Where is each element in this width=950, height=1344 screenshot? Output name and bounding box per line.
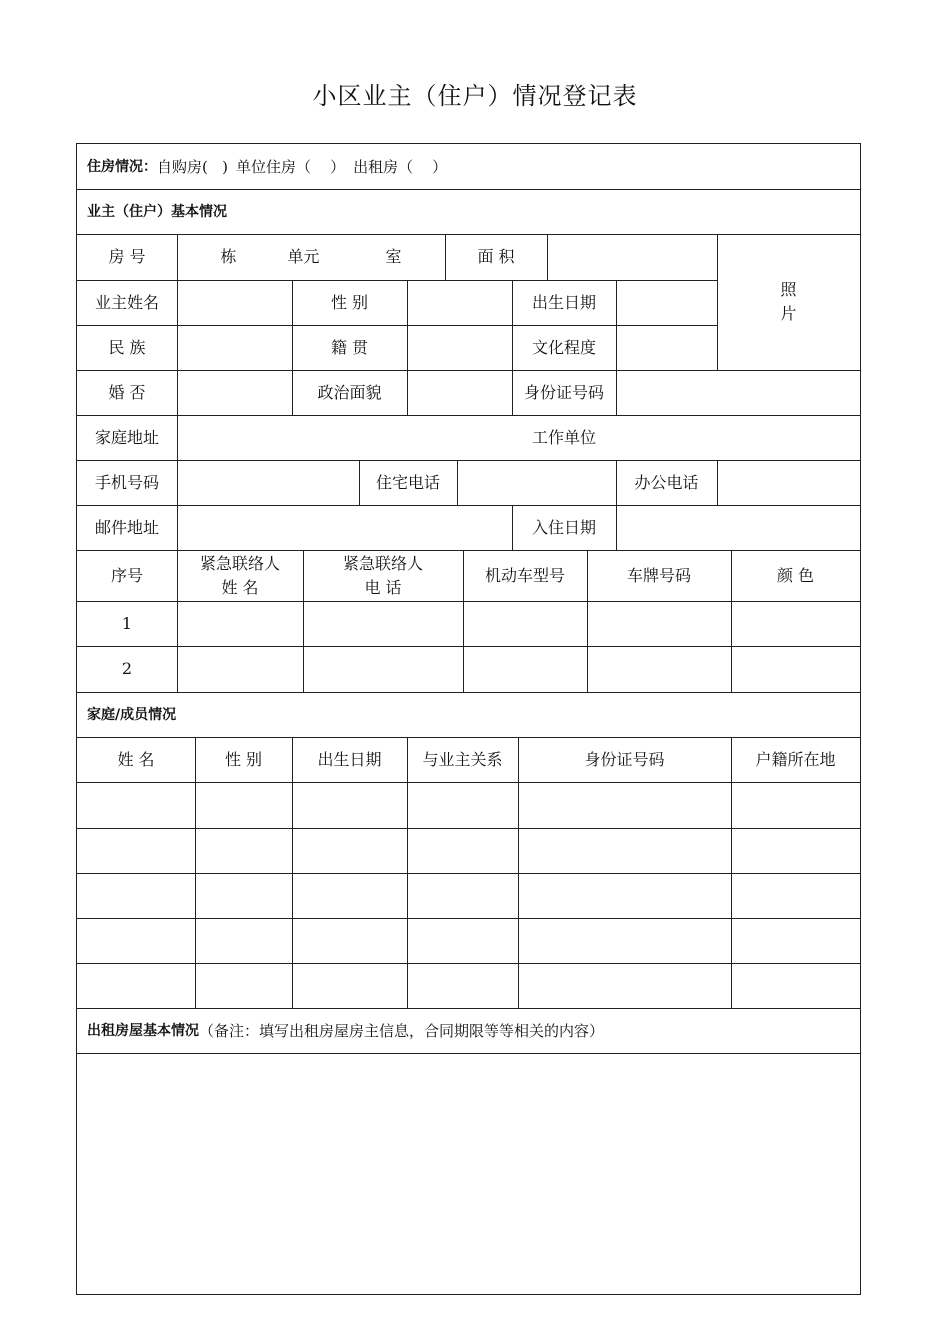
education-label: 文化程度: [531, 337, 596, 357]
rental-label: 出租房屋基本情况: [87, 1022, 199, 1039]
id-number-label: 身份证号码: [523, 382, 604, 402]
housing-label: 住房情况：: [87, 158, 157, 175]
mail-address-label: 邮件地址: [94, 517, 159, 537]
emergency-header-no: 序号: [110, 565, 143, 585]
mobile-field[interactable]: [177, 460, 359, 505]
emergency-header-contact-phone: 紧急联络人 电 话: [342, 553, 423, 597]
gender-field[interactable]: [407, 280, 512, 325]
emergency-row-number: 2: [121, 659, 133, 678]
row-divider: [77, 646, 860, 647]
emergency-header-plate: 车牌号码: [626, 565, 691, 585]
birth-label: 出生日期: [531, 292, 596, 312]
emergency-row-number: 1: [121, 613, 133, 633]
rental-section-title: [87, 1008, 604, 1053]
work-unit-field[interactable]: [616, 415, 860, 460]
home-phone-label: 住宅电话: [375, 472, 440, 492]
room-no-field[interactable]: 栋 单元 室: [220, 247, 402, 266]
political-status-label: 政治面貌: [317, 382, 382, 402]
family-section-title: 家庭/成员情况: [87, 706, 177, 723]
home-address-field[interactable]: [177, 415, 512, 460]
mobile-label: 手机号码: [94, 472, 159, 492]
move-in-date-field[interactable]: [616, 505, 860, 550]
office-phone-field[interactable]: [717, 460, 860, 505]
housing-option-rental[interactable]: 出租房（ ）: [353, 157, 448, 176]
housing-row: [87, 144, 447, 189]
marital-field[interactable]: [177, 370, 292, 415]
row-divider: [77, 692, 860, 693]
row-divider: [77, 601, 860, 602]
move-in-date-label: 入住日期: [531, 517, 596, 537]
birth-field[interactable]: [616, 280, 717, 325]
owner-name-field[interactable]: [177, 280, 292, 325]
emergency-header-color: 颜 色: [776, 565, 815, 585]
emergency-header-vehicle-model: 机动车型号: [484, 565, 565, 585]
family-header-id: 身份证号码: [584, 749, 665, 769]
marital-label: 婚 否: [108, 382, 146, 402]
registration-form: [76, 143, 861, 1295]
ethnic-label: 民 族: [108, 337, 146, 357]
area-label: 面 积: [477, 247, 515, 266]
photo-box[interactable]: 照 片: [780, 280, 797, 323]
family-header-relation: 与业主关系: [422, 749, 503, 769]
home-address-label: 家庭地址: [94, 427, 159, 447]
native-place-label: 籍 贯: [330, 337, 369, 357]
work-unit-label: 工作单位: [531, 427, 596, 447]
page-title: 小区业主（住户）情况登记表: [312, 82, 638, 110]
rental-note: （备注：填写出租房屋房主信息，合同期限等等相关的内容）: [199, 1021, 605, 1040]
education-field[interactable]: [616, 325, 717, 370]
ethnic-field[interactable]: [177, 325, 292, 370]
home-phone-field[interactable]: [457, 460, 616, 505]
family-header-registered-residence: 户籍所在地: [755, 749, 836, 769]
political-status-field[interactable]: [407, 370, 512, 415]
office-phone-label: 办公电话: [634, 472, 699, 492]
housing-option-unit[interactable]: 单位住房（ ）: [236, 157, 346, 176]
family-header-gender: 性 别: [224, 749, 263, 769]
rental-details-area[interactable]: [77, 1053, 860, 1294]
mail-address-field[interactable]: [177, 505, 512, 550]
owner-name-label: 业主姓名: [94, 292, 159, 312]
family-header-birth: 出生日期: [317, 749, 382, 769]
emergency-header-contact-name: 紧急联络人 姓 名: [199, 553, 280, 597]
area-field[interactable]: [547, 234, 717, 280]
housing-option-self-owned[interactable]: 自购房( ): [157, 157, 229, 176]
gender-label: 性 别: [330, 292, 369, 312]
family-header-name: 姓 名: [117, 749, 155, 769]
id-number-field[interactable]: [616, 370, 860, 415]
owner-section-title: 业主（住户）基本情况: [87, 203, 227, 220]
native-place-field[interactable]: [407, 325, 512, 370]
room-no-label: 房 号: [108, 247, 146, 266]
